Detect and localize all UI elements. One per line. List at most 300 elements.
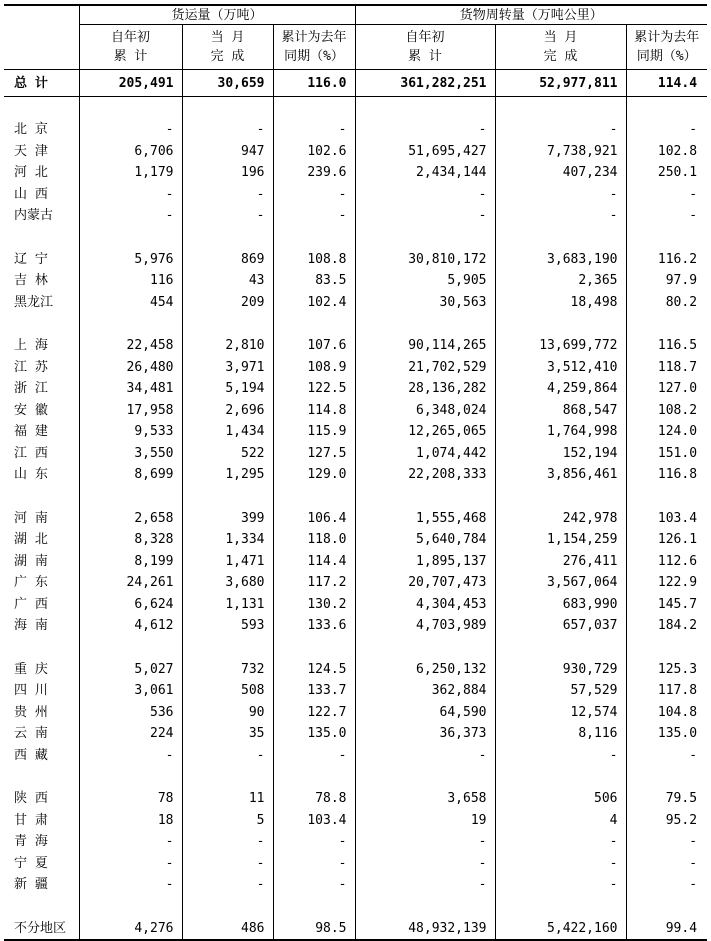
turnover-month-cell: 407,234 [495,162,626,184]
volume-cumulative-cell: - [79,874,182,896]
volume-yoy-cell: 122.5 [273,378,355,400]
table-header [4,5,707,70]
table-row [4,508,707,530]
spacer-cell [4,97,79,120]
turnover-month-cell: 3,567,064 [495,572,626,594]
spacer-cell [626,313,707,335]
spacer-cell [626,766,707,788]
volume-yoy-cell: 98.5 [273,918,355,941]
spacer-cell [626,227,707,249]
spacer-cell [4,313,79,335]
volume-yoy-cell: 122.7 [273,702,355,724]
table-row [4,357,707,379]
volume-yoy-cell: 133.6 [273,615,355,637]
spacer-cell [495,313,626,335]
region-name: 江 西 [4,443,79,465]
region-name: 河 北 [4,162,79,184]
turnover-month-cell: 57,529 [495,680,626,702]
table-row [4,572,707,594]
spacer-cell [182,766,273,788]
group-spacer [4,896,707,918]
table-row [4,788,707,810]
turnover-cumulative-header [355,25,495,70]
volume-cumulative-cell: 3,550 [79,443,182,465]
group-spacer [4,637,707,659]
turnover-cumulative-cell: 90,114,265 [355,335,495,357]
table-row [4,292,707,314]
region-name: 内蒙古 [4,205,79,227]
volume-month-header-line2: 完 成 [210,49,245,64]
spacer-cell [495,486,626,508]
spacer-cell [182,227,273,249]
spacer-cell [4,486,79,508]
total-turnover-yoy: 114.4 [626,70,707,97]
spacer-cell [79,766,182,788]
table-row [4,745,707,767]
turnover-yoy-cell: 79.5 [665,791,698,807]
turnover-month-cell: 2,365 [495,270,626,292]
volume-yoy-cell: 114.4 [273,551,355,573]
turnover-month-cell: 506 [495,788,626,810]
spacer-cell [182,637,273,659]
total-turnover-month: 52,977,811 [495,70,626,97]
region-name: 甘 肃 [4,810,79,832]
region-name: 海 南 [4,615,79,637]
volume-cumulative-cell: - [79,831,182,853]
turnover-cumulative-cell: 6,250,132 [355,659,495,681]
region-name: 吉 林 [4,270,79,292]
turnover-yoy-cell: 184.2 [657,618,698,634]
turnover-cumulative-cell: 51,695,427 [355,141,495,163]
turnover-month-cell: 657,037 [495,615,626,637]
region-name: 天 津 [4,141,79,163]
spacer-cell [495,227,626,249]
turnover-yoy-cell: - [689,834,698,850]
spacer-cell [4,227,79,249]
table-body [4,70,707,941]
volume-month-cell: - [182,184,273,206]
spacer-cell [182,97,273,120]
table-row [4,184,707,206]
volume-cumulative-cell: - [79,205,182,227]
turnover-yoy-cell: - [689,877,698,893]
volume-cumulative-cell: 1,179 [79,162,182,184]
volume-month-cell: 2,696 [182,400,273,422]
table-row [4,162,707,184]
spacer-cell [182,486,273,508]
spacer-cell [79,97,182,120]
turnover-month-cell: 13,699,772 [495,335,626,357]
region-name: 浙 江 [4,378,79,400]
turnover-cumulative-cell: 3,658 [355,788,495,810]
total-volume-cumulative: 205,491 [79,70,182,97]
volume-cumulative-cell: - [79,119,182,141]
region-name: 河 南 [4,508,79,530]
turnover-month-cell: 930,729 [495,659,626,681]
turnover-cumulative-cell: 4,304,453 [355,594,495,616]
volume-yoy-cell: - [273,853,355,875]
table-row [4,205,707,227]
turnover-yoy-header-line1: 累计为去年 [634,30,700,45]
region-name: 宁 夏 [4,853,79,875]
turnover-yoy-cell: 112.6 [657,553,698,569]
table-row [4,680,707,702]
turnover-month-cell: 3,683,190 [495,249,626,271]
spacer-cell [495,637,626,659]
spacer-cell [273,486,355,508]
turnover-month-cell: - [495,205,626,227]
turnover-month-cell: - [495,853,626,875]
turnover-month-cell: 1,154,259 [495,529,626,551]
volume-cumulative-cell: - [79,853,182,875]
volume-cumulative-cell: 6,706 [79,141,182,163]
volume-cumulative-cell: 9,533 [79,421,182,443]
volume-yoy-header [273,25,355,70]
group-spacer [4,486,707,508]
table-row [4,723,707,745]
turnover-cumulative-cell: 28,136,282 [355,378,495,400]
turnover-cumulative-cell: - [355,831,495,853]
volume-month-cell: 522 [182,443,273,465]
turnover-month-cell: 4,259,864 [495,378,626,400]
turnover-yoy-cell: 99.4 [626,918,707,941]
turnover-cumulative-cell: 6,348,024 [355,400,495,422]
spacer-cell [273,227,355,249]
volume-yoy-cell: - [273,831,355,853]
volume-month-cell: - [182,745,273,767]
table-row [4,810,707,832]
volume-yoy-cell: 124.5 [273,659,355,681]
volume-yoy-cell: - [273,119,355,141]
volume-month-cell: 732 [182,659,273,681]
volume-yoy-cell: 107.6 [273,335,355,357]
volume-cumulative-cell: 3,061 [79,680,182,702]
volume-month-cell: 2,810 [182,335,273,357]
turnover-cumulative-header-line2: 累 计 [408,49,442,64]
region-name: 四 川 [4,680,79,702]
volume-yoy-cell: 114.8 [273,400,355,422]
region-name: 青 海 [4,831,79,853]
spacer-cell [626,896,707,918]
volume-month-cell: 1,434 [182,421,273,443]
turnover-cumulative-cell: 12,265,065 [355,421,495,443]
volume-yoy-cell: 108.9 [273,357,355,379]
statistics-sheet [4,4,707,941]
volume-yoy-cell: - [273,874,355,896]
table-row [4,874,707,896]
volume-month-cell: 35 [182,723,273,745]
turnover-cumulative-cell: - [355,874,495,896]
group-spacer [4,227,707,249]
region-name: 重 庆 [4,659,79,681]
group-spacer [4,313,707,335]
volume-month-header [182,25,273,70]
spacer-cell [355,313,495,335]
spacer-cell [4,637,79,659]
volume-yoy-cell: 83.5 [273,270,355,292]
volume-yoy-cell: 127.5 [273,443,355,465]
turnover-month-cell: 7,738,921 [495,141,626,163]
spacer-cell [273,313,355,335]
volume-month-cell: 1,131 [182,594,273,616]
region-name: 新 疆 [4,874,79,896]
turnover-cumulative-cell: 30,563 [355,292,495,314]
turnover-month-cell: 3,512,410 [495,357,626,379]
volume-month-cell: 43 [182,270,273,292]
table-row [4,464,707,486]
volume-cumulative-header-line2: 累 计 [113,49,148,64]
turnover-month-cell: 5,422,160 [495,918,626,941]
turnover-month-cell: 1,764,998 [495,421,626,443]
volume-cumulative-cell: 8,699 [79,464,182,486]
table-row [4,378,707,400]
region-name: 陕 西 [4,788,79,810]
region-name: 安 徽 [4,400,79,422]
header-corner-lower [4,25,79,70]
table-row [4,853,707,875]
volume-month-cell: 486 [182,918,273,941]
volume-cumulative-cell: 6,624 [79,594,182,616]
volume-yoy-header-line1: 累计为去年 [281,30,347,45]
table-row [4,421,707,443]
volume-month-cell: 5 [182,810,273,832]
spacer-cell [355,97,495,120]
turnover-cumulative-cell: 2,434,144 [355,162,495,184]
turnover-cumulative-cell: 19 [355,810,495,832]
volume-cumulative-cell: 17,958 [79,400,182,422]
spacer-cell [79,313,182,335]
spacer-cell [273,637,355,659]
volume-month-cell: 1,334 [182,529,273,551]
volume-cumulative-cell: 26,480 [79,357,182,379]
total-label: 总 计 [4,70,79,97]
total-volume-yoy: 116.0 [273,70,355,97]
spacer-cell [355,637,495,659]
turnover-yoy-cell: - [689,208,698,224]
turnover-group-header: 货物周转量（万吨公里） [355,5,707,25]
table-row [4,551,707,573]
turnover-month-cell: 683,990 [495,594,626,616]
volume-month-cell: 209 [182,292,273,314]
table-row [4,529,707,551]
turnover-cumulative-cell: 22,208,333 [355,464,495,486]
turnover-yoy-cell: 127.0 [657,381,698,397]
spacer-cell [495,766,626,788]
turnover-month-header-line1: 当 月 [543,30,578,45]
volume-yoy-cell: 78.8 [273,788,355,810]
turnover-yoy-cell: 135.0 [657,726,698,742]
turnover-cumulative-cell: - [355,205,495,227]
turnover-cumulative-cell: 64,590 [355,702,495,724]
volume-month-cell: 399 [182,508,273,530]
volume-cumulative-cell: 224 [79,723,182,745]
region-name: 云 南 [4,723,79,745]
volume-cumulative-cell: 24,261 [79,572,182,594]
region-name: 湖 南 [4,551,79,573]
volume-cumulative-cell: 8,328 [79,529,182,551]
turnover-cumulative-header-line1: 自年初 [405,30,445,45]
volume-month-cell: 5,194 [182,378,273,400]
region-name: 福 建 [4,421,79,443]
spacer-cell [495,97,626,120]
turnover-cumulative-cell: - [355,119,495,141]
table-row [4,831,707,853]
spacer-cell [495,896,626,918]
volume-yoy-cell: 115.9 [273,421,355,443]
turnover-yoy-cell: 151.0 [657,445,698,461]
spacer-cell [273,97,355,120]
volume-yoy-cell: - [273,745,355,767]
region-name: 贵 州 [4,702,79,724]
spacer-cell [79,486,182,508]
spacer-cell [626,97,707,120]
turnover-yoy-cell: 97.9 [665,273,698,289]
volume-cumulative-header [79,25,182,70]
turnover-cumulative-cell: - [355,184,495,206]
spacer-cell [4,766,79,788]
turnover-month-cell: 152,194 [495,443,626,465]
table-row [4,400,707,422]
spacer-cell [355,766,495,788]
table-row [4,659,707,681]
spacer-cell [79,227,182,249]
spacer-cell [355,486,495,508]
turnover-cumulative-cell: 5,905 [355,270,495,292]
turnover-yoy-cell: 116.5 [657,338,698,354]
volume-yoy-cell: - [273,184,355,206]
turnover-month-cell: 276,411 [495,551,626,573]
volume-cumulative-cell: 454 [79,292,182,314]
turnover-cumulative-cell: 362,884 [355,680,495,702]
spacer-cell [4,896,79,918]
table-row [4,119,707,141]
volume-month-cell: 1,471 [182,551,273,573]
volume-cumulative-cell: - [79,184,182,206]
total-turnover-cumulative: 361,282,251 [355,70,495,97]
volume-month-cell: - [182,853,273,875]
volume-yoy-cell: 129.0 [273,464,355,486]
turnover-cumulative-cell: 20,707,473 [355,572,495,594]
volume-month-cell: 508 [182,680,273,702]
volume-cumulative-cell: 536 [79,702,182,724]
region-name: 江 苏 [4,357,79,379]
table-row [4,141,707,163]
region-name: 山 西 [4,184,79,206]
turnover-cumulative-cell: 1,895,137 [355,551,495,573]
volume-month-cell: 947 [182,141,273,163]
volume-month-header-line1: 当 月 [210,30,245,45]
volume-yoy-header-line2: 同期（%） [284,49,344,64]
volume-cumulative-cell: 4,612 [79,615,182,637]
turnover-cumulative-cell: 5,640,784 [355,529,495,551]
volume-yoy-cell: 239.6 [273,162,355,184]
volume-month-cell: - [182,831,273,853]
volume-cumulative-cell: 78 [79,788,182,810]
region-name: 不分地区 [4,918,79,941]
turnover-month-cell: - [495,874,626,896]
volume-yoy-cell: 118.0 [273,529,355,551]
freight-statistics-table [4,4,707,941]
turnover-cumulative-cell: 1,074,442 [355,443,495,465]
volume-month-cell: 1,295 [182,464,273,486]
turnover-yoy-cell: - [689,186,698,202]
volume-month-cell: 869 [182,249,273,271]
table-row [4,702,707,724]
header-corner [4,5,79,25]
turnover-yoy-header-line2: 同期（%） [636,49,697,64]
turnover-yoy-cell: 116.2 [657,251,698,267]
turnover-month-cell: 242,978 [495,508,626,530]
region-name: 辽 宁 [4,249,79,271]
turnover-cumulative-cell: 21,702,529 [355,357,495,379]
turnover-yoy-cell: 104.8 [657,704,698,720]
volume-yoy-cell: 103.4 [273,810,355,832]
volume-cumulative-cell: 22,458 [79,335,182,357]
volume-cumulative-cell: 8,199 [79,551,182,573]
table-row [4,249,707,271]
volume-yoy-cell: 106.4 [273,508,355,530]
turnover-yoy-cell: 117.8 [657,683,698,699]
turnover-yoy-cell: 80.2 [665,294,698,310]
turnover-cumulative-cell: 1,555,468 [355,508,495,530]
region-name: 上 海 [4,335,79,357]
region-name: 湖 北 [4,529,79,551]
turnover-yoy-cell: 102.8 [657,143,698,159]
turnover-cumulative-cell: 30,810,172 [355,249,495,271]
volume-yoy-cell: 102.6 [273,141,355,163]
volume-cumulative-header-line1: 自年初 [110,30,150,45]
volume-month-cell: 593 [182,615,273,637]
turnover-month-header-line2: 完 成 [543,49,578,64]
region-name: 西 藏 [4,745,79,767]
volume-cumulative-cell: 5,976 [79,249,182,271]
turnover-yoy-cell: 250.1 [657,165,698,181]
turnover-yoy-header [626,25,707,70]
table-row [4,443,707,465]
total-volume-month: 30,659 [182,70,273,97]
turnover-cumulative-cell: 48,932,139 [355,918,495,941]
volume-cumulative-cell: - [79,745,182,767]
volume-month-cell: - [182,205,273,227]
region-name: 北 京 [4,119,79,141]
total-row [4,70,707,97]
turnover-yoy-cell: - [689,855,698,871]
turnover-yoy-cell: 122.9 [657,575,698,591]
turnover-month-cell: - [495,831,626,853]
volume-cumulative-cell: 5,027 [79,659,182,681]
turnover-yoy-cell: - [689,747,698,763]
freight-volume-group-header: 货运量（万吨） [79,5,355,25]
volume-month-cell: 3,680 [182,572,273,594]
turnover-yoy-cell: 118.7 [657,359,698,375]
volume-yoy-cell: - [273,205,355,227]
turnover-cumulative-cell: 36,373 [355,723,495,745]
volume-yoy-cell: 133.7 [273,680,355,702]
turnover-yoy-cell: 145.7 [657,596,698,612]
turnover-month-cell: - [495,745,626,767]
turnover-month-header [495,25,626,70]
table-row [4,270,707,292]
volume-yoy-cell: 102.4 [273,292,355,314]
spacer-cell [79,896,182,918]
volume-cumulative-cell: 34,481 [79,378,182,400]
turnover-yoy-cell: - [689,122,698,138]
turnover-month-cell: - [495,184,626,206]
table-row [4,615,707,637]
volume-yoy-cell: 117.2 [273,572,355,594]
region-name: 广 东 [4,572,79,594]
spacer-cell [355,896,495,918]
